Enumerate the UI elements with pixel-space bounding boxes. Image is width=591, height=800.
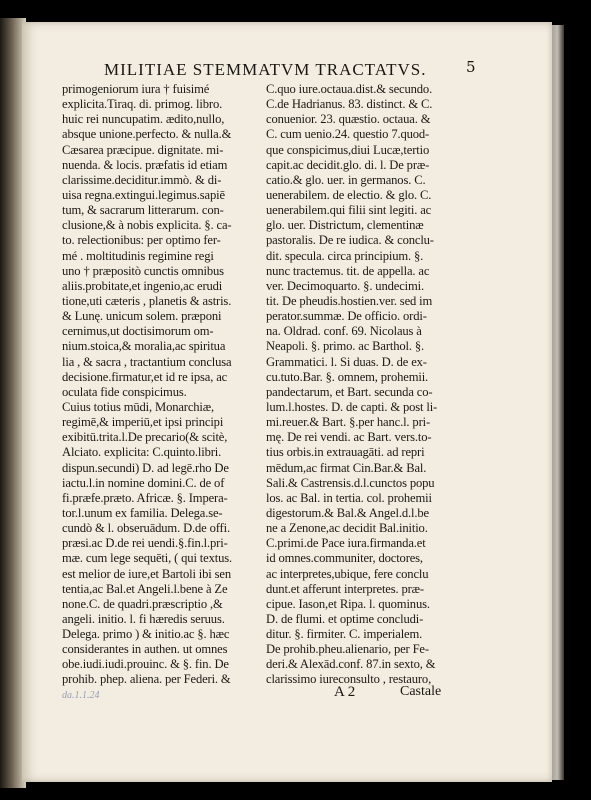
- text-line: id omnes.communiter, doctores,: [266, 551, 423, 566]
- text-line: conuenior. 23. quæstio. octaua. &: [266, 112, 431, 127]
- text-line: fi.præfe.præto. Africæ. §. Impera-: [62, 490, 228, 505]
- text-line: aliis.probitate,et ingenio,ac erudi: [62, 278, 223, 293]
- text-line: lia , & sacra , tractantium conclusa: [62, 354, 232, 369]
- text-line: cernimus,ut doctisimorum om-: [62, 324, 214, 339]
- text-line: huic rei nuncupatim. ædito,nullo,: [62, 112, 225, 127]
- left-text-column: [62, 82, 265, 688]
- text-line: & Lunę. unicum solem. præponi: [62, 309, 222, 324]
- folio-mark: 5: [466, 58, 476, 76]
- text-line: uenerabilem.qui filii sint legiti. ac: [266, 203, 432, 218]
- text-line: que conspicimus,diui Lucæ,tertio: [266, 142, 430, 157]
- text-line: none.C. de quadri.præscriptio ,&: [62, 596, 223, 611]
- text-line: tius orbis.in extrauagāti. ad repri: [266, 445, 425, 460]
- text-line: nium.stoica,& moralia,ac spiritua: [62, 339, 226, 354]
- text-line: cipue. Iason,et Ripa. l. quominus.: [266, 596, 430, 611]
- text-line: mēdum,ac firmat Cin.Bar.& Bal.: [266, 460, 427, 475]
- text-line: ver. Decimoquarto. §. undecimi.: [266, 278, 424, 293]
- text-line: explicita.Tiraq. di. primog. libro.: [62, 97, 223, 112]
- text-line: angeli. initio. l. fi hæredis seruus.: [62, 611, 225, 626]
- text-line: absque unione.perfecto. & nulla.&: [62, 127, 232, 142]
- text-line: to. relectionibus: per optimo fer-: [62, 233, 221, 248]
- text-line: clusione,& à nobis explicita. §. ca-: [62, 218, 232, 233]
- text-line: lum.l.hostes. D. de capti. & post li-: [266, 399, 438, 414]
- text-line: nunc tractemus. tit. de appella. ac: [266, 263, 430, 278]
- text-line: ac interpretes,ubique, fere conclu: [266, 566, 429, 581]
- text-line: mi.reuer.& Bart. §.per hanc.l. pri-: [266, 415, 431, 430]
- text-line: præsi.ac D.de rei uendi.§.fin.l.pri-: [62, 536, 228, 551]
- text-line: dispun.secundi) D. ad legē.rho De: [62, 460, 229, 475]
- text-line: dit. specula. circa principium. §.: [266, 248, 424, 263]
- text-line: uisa regna.extingui.legimus.sapiē: [62, 187, 225, 202]
- text-line: mæ. cum lege sequēti, ( qui textus.: [62, 551, 232, 566]
- text-line: ne a Zenone,ac decidit Bal.initio.: [266, 521, 428, 536]
- right-text-column: [266, 82, 472, 688]
- text-line: Cæsarea præcipue. dignitate. mi-: [62, 142, 224, 157]
- text-line: Alciato. explicita: C.quinto.libri.: [62, 445, 222, 460]
- text-line: Neapoli. §. primo. ac Barthol. §.: [266, 339, 425, 354]
- text-line: na. Oldrad. conf. 69. Nicolaus à: [266, 324, 422, 339]
- running-title: MILITIAE STEMMATVM TRACTATVS.: [104, 60, 427, 79]
- text-line: Cuius totius mūdi, Monarchiæ,: [62, 399, 215, 414]
- text-line: nuenda. & locis. præfatis id etiam: [62, 157, 228, 172]
- text-line: primogeniorum iura † fuisimé: [62, 82, 210, 96]
- text-line: perator.summæ. De officio. ordi-: [266, 309, 427, 324]
- library-stamp: da.1.1.24: [62, 690, 100, 701]
- text-line: tum, & sacrarum litterarum. con-: [62, 203, 224, 218]
- text-line: cundò & l. obseruādum. D.de offi.: [62, 521, 230, 536]
- text-line: decisione.firmatur,et id re ipsa, ac: [62, 369, 228, 384]
- text-line: C. cum uenio.24. questio 7.quod-: [266, 127, 430, 142]
- text-line: est melior de iure,et Bartoli ibi sen: [62, 566, 231, 581]
- text-line: C.primi.de Pace iura.firmanda.et: [266, 536, 426, 551]
- text-line: tione,uti cæteris , planetis & astris.: [62, 293, 232, 308]
- text-line: los. ac Bal. in tertia. col. prohemii: [266, 490, 432, 505]
- text-line: uenerabilem. de electio. & glo. C.: [266, 187, 432, 202]
- text-line: Sali.& Castrensis.d.l.cunctos popu: [266, 475, 435, 490]
- text-line: glo. uer. Districtum, clementinæ: [266, 218, 424, 233]
- text-line: C.de Hadrianus. 83. distinct. & C.: [266, 97, 433, 112]
- text-line: dunt.et afferunt interpretes. præ-: [266, 581, 424, 596]
- text-line: De prohib.pheu.alienario, per Fe-: [266, 642, 429, 657]
- text-line: Delega. primo ) & initio.ac §. hæc: [62, 627, 230, 642]
- text-line: deri.& Alexād.conf. 87.in sexto, &: [266, 657, 436, 672]
- text-line: oculata fide conspicimus.: [62, 384, 187, 399]
- text-line: ditur. §. firmiter. C. imperialem.: [266, 627, 423, 642]
- text-line: mé . moltitudinis regimine regi: [62, 248, 214, 263]
- text-line: prohib. phep. aliena. per Federi. &: [62, 672, 231, 687]
- text-line: tor.l.unum ex familia. Delega.se-: [62, 505, 223, 520]
- text-line: exibitū.trita.l.De precario(& scitè,: [62, 430, 228, 445]
- text-line: pandectarum, et Bart. secunda co-: [266, 384, 433, 399]
- text-line: C.quo iure.octaua.dist.& secundo.: [266, 82, 433, 96]
- text-line: capit.ac decidit.glo. di. l. De præ-: [266, 157, 430, 172]
- text-line: tentia,ac Bal.et Angeli.l.bene à Ze: [62, 581, 228, 596]
- catchword: Castale: [400, 684, 442, 699]
- signature-mark: A 2: [334, 684, 356, 700]
- text-line: pastoralis. De re iudica. & conclu-: [266, 233, 434, 248]
- text-line: clarissimo iureconsulto , restauro,: [266, 672, 432, 687]
- text-line: tit. De pheudis.hostien.ver. sed im: [266, 293, 433, 308]
- text-line: Grammatici. l. Si duas. D. de ex-: [266, 354, 427, 369]
- text-line: D. de flumi. et optime concludi-: [266, 611, 424, 626]
- text-line: catio.& glo. uer. in germanos. C.: [266, 172, 426, 187]
- text-line: uno † præpositò cunctis omnibus: [62, 263, 224, 278]
- text-line: obe.iudi.iudi.prouinc. & §. fin. De: [62, 657, 229, 672]
- text-line: regimē,& imperiū,et ipsi principi: [62, 415, 224, 430]
- text-line: iactu.l.in nomine domini.C. de of: [62, 475, 225, 490]
- text-line: mę. De rei vendi. ac Bart. vers.to-: [266, 430, 432, 445]
- text-line: cu.tuto.Bar. §. omnem, prohemii.: [266, 369, 429, 384]
- text-line: considerantes in authen. ut omnes: [62, 642, 228, 657]
- text-line: digestorum.& Bal.& Angel.d.l.be: [266, 505, 429, 520]
- text-line: clarissime.deciditur.immò. & di-: [62, 172, 222, 187]
